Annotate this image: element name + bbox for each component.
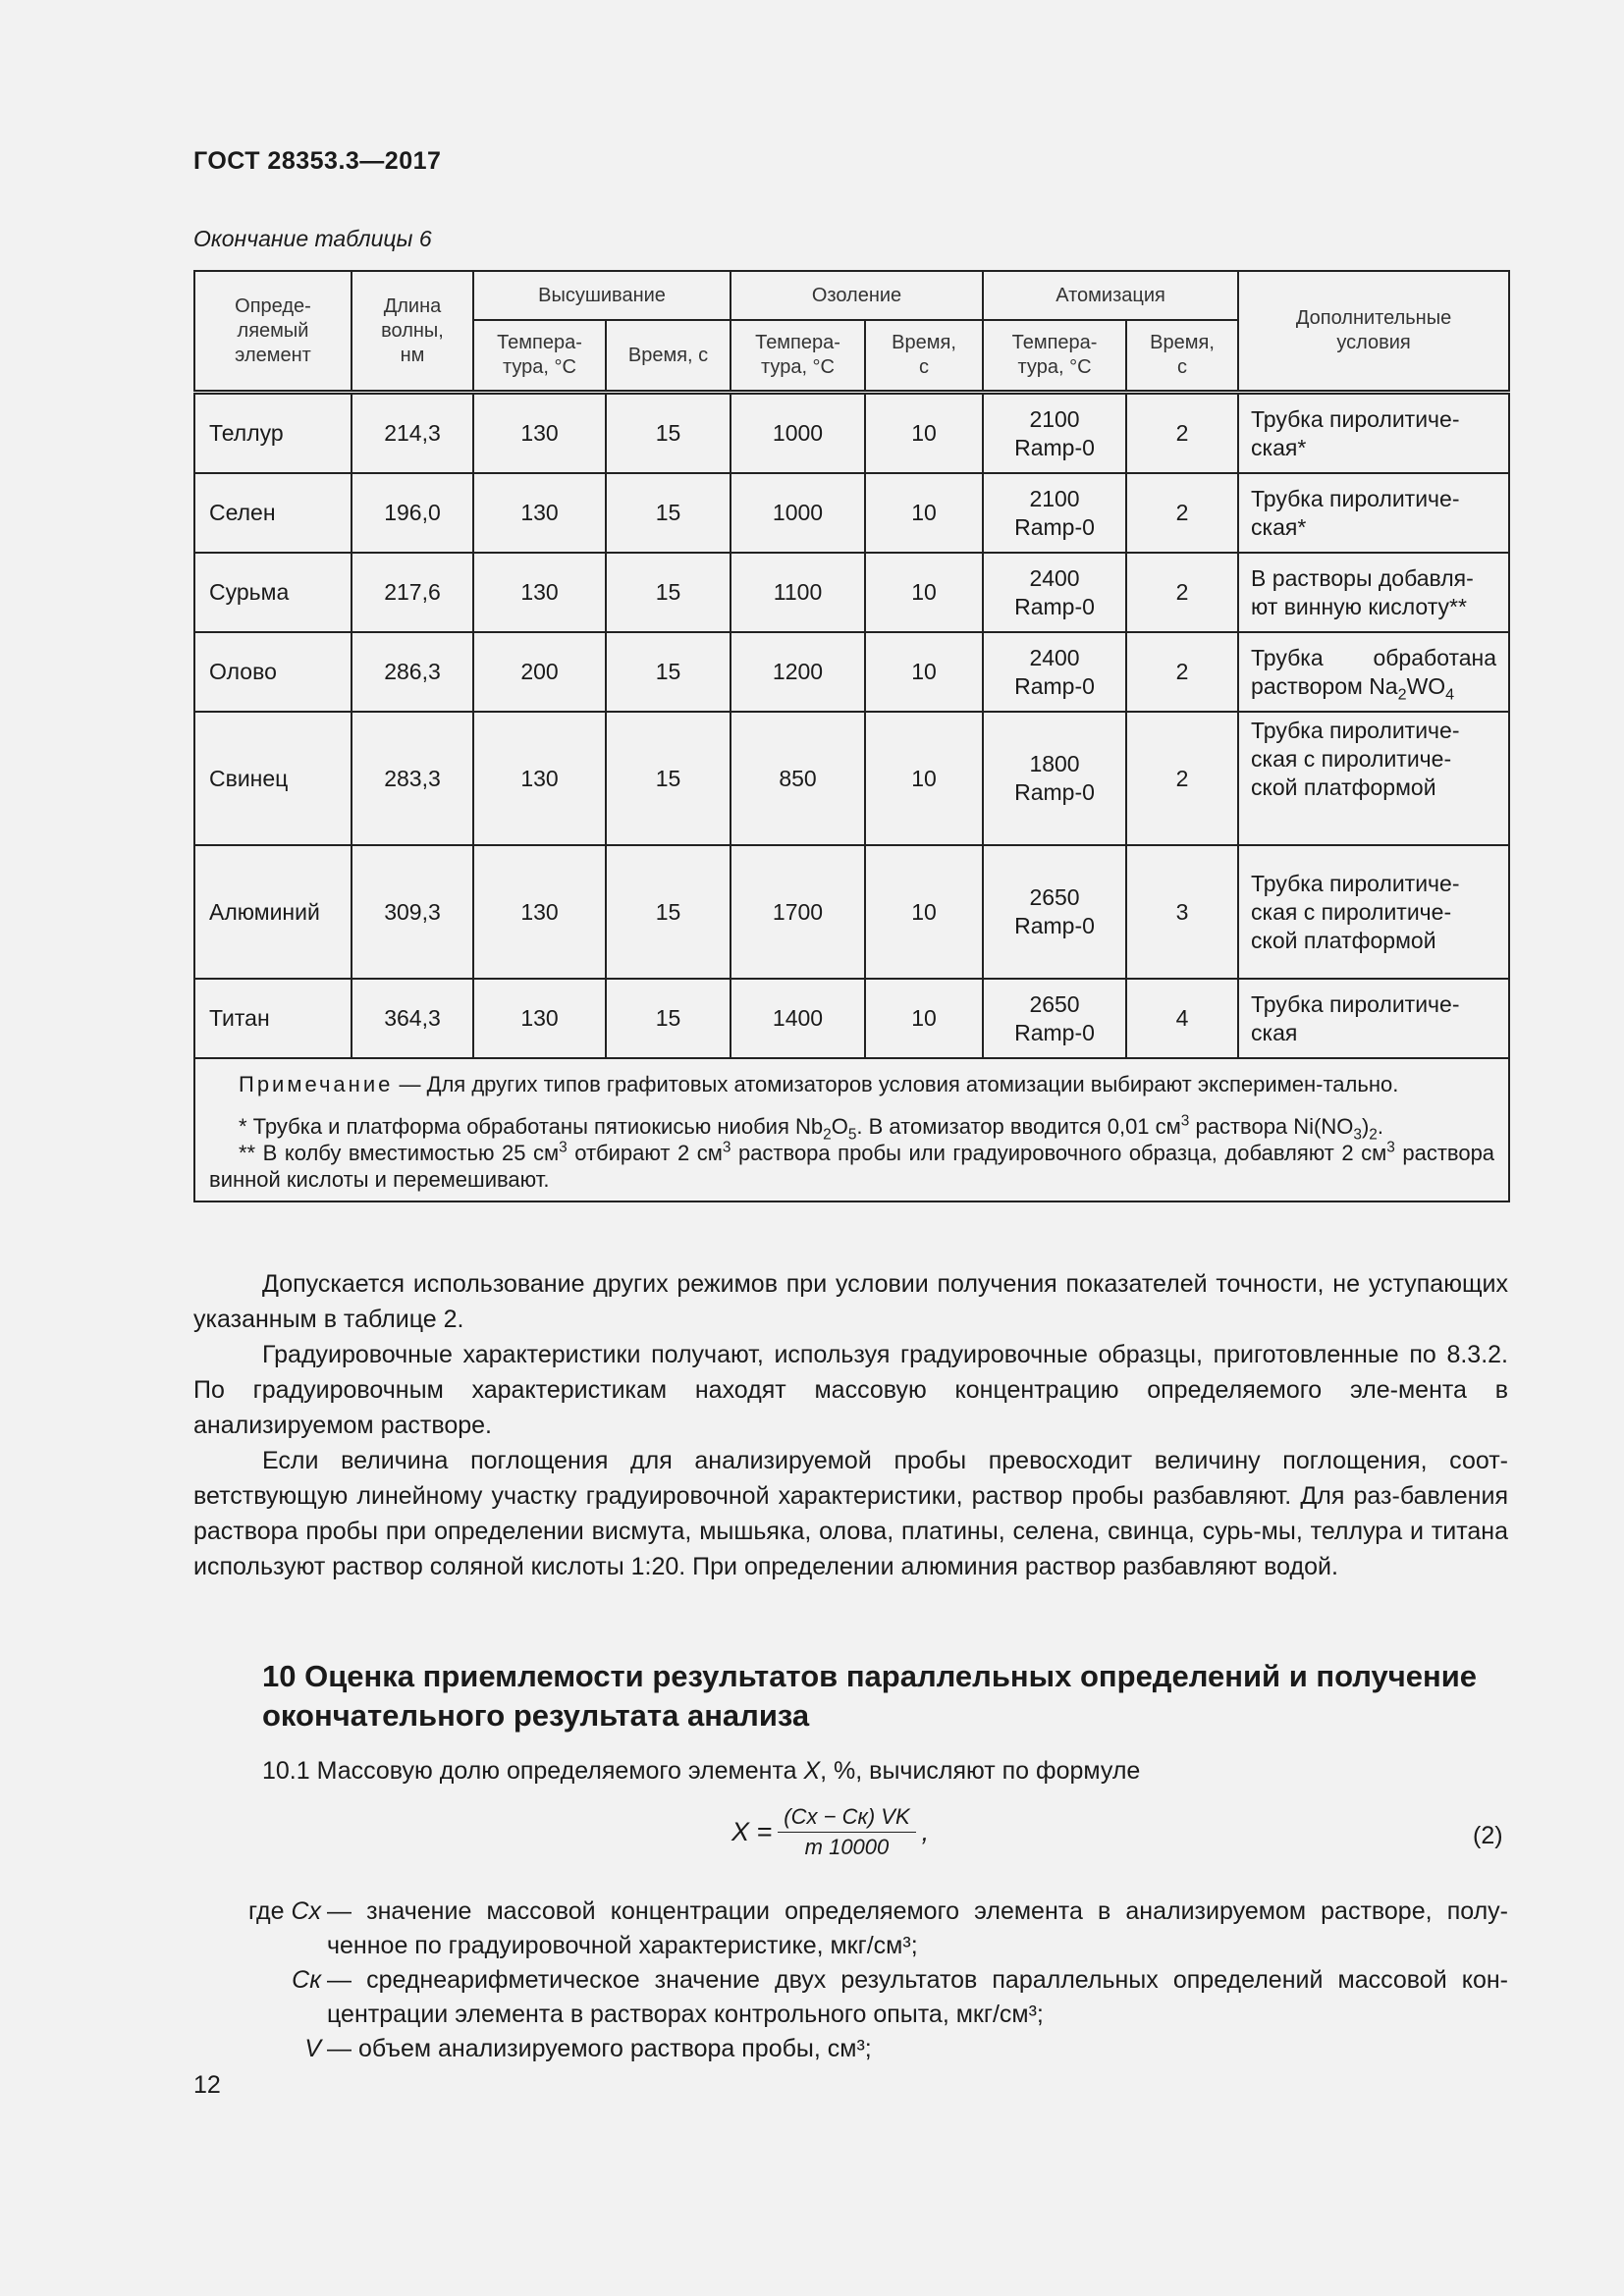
cell-atom-time: 2 [1126,712,1238,845]
cell-dry-temp: 130 [473,473,606,553]
table-row [194,712,1509,845]
cell-wavelength: 214,3 [352,393,473,474]
cell-dry-time: 15 [606,712,731,845]
cell-atom-temp: 2400 Ramp-0 [983,553,1126,632]
formula-denominator: m 10000 [804,1835,890,1859]
paragraph: Если величина поглощения для анализируемой пробы превосходит величину поглощения, соот-ветствующую линейному участку градуировочной характеристики, раствор пробы разбавляют. Для раз-бавления раствора пробы при определении висмута, мышьяка, олова, платины, селена, свинца, сурь-мы, теллура и титана используют раствор соляной кислоты 1:20. При определении алюминия раствор разбавляют водой. [193,1447,1508,1580]
equation-number: (2) [1473,1822,1503,1849]
table-6 [193,270,1510,1202]
footnote-2: ** В колбу вместимостью 25 $см^3$ отбирают 2 $см^3$ раствора пробы или градуировочного образца, добавляют 2 $см^3$ раствора винной кислоты и перемешивают. [209,1139,1495,1192]
cell-atom-temp: 2100 Ramp-0 [983,473,1126,553]
formula-numerator: (Cх − Cк) VK [778,1804,915,1833]
definition-text: — объем анализируемого раствора пробы, см³; [327,2035,872,2062]
cell-atom-temp: 1800 Ramp-0 [983,712,1126,845]
cell-ash-time: 10 [865,712,983,845]
cell-dry-time: 15 [606,845,731,979]
cell-atom-time: 3 [1126,845,1238,979]
cell-wavelength: 364,3 [352,979,473,1058]
formula-lhs: X = [731,1817,773,1846]
header-wavelength: Длина волны, нм [352,271,473,393]
header-atom-time: Время, с [1126,320,1238,393]
symbol: V [304,2035,321,2062]
header-extra-conditions: Дополнительные условия [1238,271,1509,393]
cell-atom-temp: 2650 Ramp-0 [983,845,1126,979]
cell-atom-temp: 2100 Ramp-0 [983,393,1126,474]
definition-item: где Cх — значение массовой концентрации определяемого элемента в анализируемом растворе, полу-ченное по градуировочной характеристике, мкг/см³; [193,1895,1508,1963]
cell-dry-temp: 130 [473,393,606,474]
page-number: 12 [193,2071,221,2099]
table-notes [194,1058,1509,1201]
cell-element: Свинец [194,712,352,845]
symbol: Cх [291,1897,321,1925]
header-element: Опреде- ляемый элемент [194,271,352,393]
header-drying: Высушивание [473,271,731,320]
cell-wavelength: 196,0 [352,473,473,553]
cell-atom-time: 2 [1126,393,1238,474]
cell-dry-temp: 130 [473,845,606,979]
cell-ash-temp: 1400 [731,979,865,1058]
cell-conditions: Трубка пиролитиче- ская* [1238,473,1509,553]
cell-conditions: Трубка пиролитиче- ская* [1238,393,1509,474]
table-row [194,393,1509,474]
cell-dry-temp: 200 [473,632,606,712]
definitions-list [193,1895,1508,2066]
cell-element: Титан [194,979,352,1058]
cell-ash-temp: 1700 [731,845,865,979]
definition-item [193,2032,1508,2066]
paragraph-10-1: 10.1 Массовую долю определяемого элемента X, %, вычисляют по формуле [262,1757,1141,1785]
cell-conditions: Трубка пиролитиче- ская с пиролитиче- ской платформой [1238,845,1509,979]
cell-conditions: В растворы добавля- ют винную кислоту** [1238,553,1509,632]
cell-ash-time: 10 [865,845,983,979]
cell-wavelength: 286,3 [352,632,473,712]
cell-atom-time: 2 [1126,553,1238,632]
body-text [193,1266,1508,1584]
formula-fraction [778,1804,915,1860]
header-ashing-time: Время, с [865,320,983,393]
cell-ash-temp: 1000 [731,473,865,553]
header-drying-time: Время, с [606,320,731,393]
cell-dry-time: 15 [606,979,731,1058]
cell-dry-time: 15 [606,632,731,712]
cell-wavelength: 283,3 [352,712,473,845]
cell-element: Олово [194,632,352,712]
cell-ash-time: 10 [865,393,983,474]
cell-dry-time: 15 [606,393,731,474]
cell-dry-temp: 130 [473,712,606,845]
document-title: ГОСТ 28353.3—2017 [193,147,442,175]
cell-dry-temp: 130 [473,553,606,632]
cell-element: Сурьма [194,553,352,632]
cell-element: Алюминий [194,845,352,979]
cell-dry-time: 15 [606,473,731,553]
table-notes-row [194,1058,1509,1201]
header-atomization: Атомизация [983,271,1238,320]
formula-tail: , [921,1817,930,1846]
cell-element: Селен [194,473,352,553]
cell-wavelength: 309,3 [352,845,473,979]
cell-ash-temp: 850 [731,712,865,845]
formula-2 [731,1804,929,1860]
table-row [194,845,1509,979]
cell-ash-temp: 1100 [731,553,865,632]
definition-text: — среднеарифметическое значение двух результатов параллельных определений массовой кон-центрации элемента в растворах контрольного опыта, мкг/см³; [327,1966,1508,2028]
cell-ash-time: 10 [865,473,983,553]
symbol: Cк [292,1966,321,1994]
cell-atom-temp: 2650 Ramp-0 [983,979,1126,1058]
header-drying-temp: Темпера- тура, °С [473,320,606,393]
cell-atom-time: 4 [1126,979,1238,1058]
definition-text: — значение массовой концентрации определяемого элемента в анализируемом растворе, полу-ченное по градуировочной характеристике, мкг/см³; [327,1897,1508,1959]
table-row [194,979,1509,1058]
cell-dry-temp: 130 [473,979,606,1058]
cell-dry-time: 15 [606,553,731,632]
table-row [194,553,1509,632]
note-paragraph: Примечание — Для других типов графитовых атомизаторов условия атомизации выбирают эксперимен-тально. [239,1072,1399,1096]
cell-element: Теллур [194,393,352,474]
table-row [194,632,1509,712]
header-ashing: Озоление [731,271,983,320]
cell-ash-temp: 1200 [731,632,865,712]
definition-item [193,1963,1508,2032]
paragraph: Допускается использование других режимов при условии получения показателей точности, не уступающих указанным в таблице 2. [193,1270,1508,1333]
header-atom-temp: Темпера- тура, °С [983,320,1126,393]
cell-conditions: Трубка пиролитиче- ская [1238,979,1509,1058]
cell-atom-time: 2 [1126,473,1238,553]
cell-conditions: Трубка пиролитиче- ская с пиролитиче- ской платформой [1238,712,1509,845]
section-10-heading: 10 Оценка приемлемости результатов параллельных определений и получение окончательного результата анализа [262,1659,1478,1733]
cell-ash-time: 10 [865,553,983,632]
cell-ash-time: 10 [865,632,983,712]
footnote-1: * Трубка и платформа обработаны пятиокисью ниобия $Nb_2O_5$. В атомизатор вводится 0,01 $см^3$ раствора $Ni(NO_3)_2$. [239,1112,1383,1144]
table-row [194,473,1509,553]
cell-wavelength: 217,6 [352,553,473,632]
cell-atom-time: 2 [1126,632,1238,712]
cell-ash-temp: 1000 [731,393,865,474]
cell-conditions: Трубка обработана раствором $Na_2WO_4$ [1238,632,1509,712]
header-ashing-temp: Темпера- тура, °С [731,320,865,393]
paragraph: Градуировочные характеристики получают, используя градуировочные образцы, приготовленные по 8.3.2. По градуировочным характеристикам находят массовую концентрацию определяемого эле-мента в анализируемом растворе. [193,1341,1508,1439]
table-caption: Окончание таблицы 6 [193,226,432,251]
cell-ash-time: 10 [865,979,983,1058]
cell-atom-temp: 2400 Ramp-0 [983,632,1126,712]
